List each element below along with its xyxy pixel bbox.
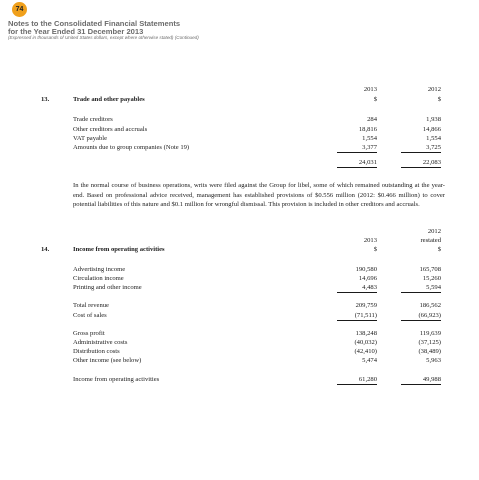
note14-income-2013: 14,696 bbox=[358, 275, 377, 282]
note14-profit-label: Gross profit bbox=[73, 330, 105, 337]
header-subtitle: (Expressed in thousands of United States dollars, except where otherwise stated) (Continued) bbox=[8, 35, 199, 40]
note13-row-label: VAT payable bbox=[73, 135, 108, 142]
note13-currency-2013: $ bbox=[373, 96, 377, 103]
note13-row-2012: 3,725 bbox=[401, 144, 441, 153]
header-title-line2: for the Year Ended 31 December 2013 bbox=[8, 27, 144, 36]
note14-income-2012: 5,594 bbox=[401, 284, 441, 293]
note14-number: 14. bbox=[41, 246, 50, 253]
note13-title: Trade and other payables bbox=[73, 96, 145, 103]
note14-profit-2013: 138,248 bbox=[355, 330, 377, 337]
note14-profit-label: Other income (see below) bbox=[73, 357, 142, 364]
note13-row-2013: 1,554 bbox=[362, 135, 377, 142]
note14-income-label: Circulation income bbox=[73, 275, 124, 282]
note14-profit-2013: (42,410) bbox=[354, 348, 377, 355]
note14-revenue-2013: 209,759 bbox=[355, 302, 377, 309]
note13-row-2013: 3,377 bbox=[337, 144, 377, 153]
header-title-line1: Notes to the Consolidated Financial Statements bbox=[8, 19, 181, 28]
note14-profit-label: Distribution costs bbox=[73, 348, 120, 355]
note14-profit-2012: 5,963 bbox=[426, 357, 441, 364]
note13-col-2013: 2013 bbox=[363, 86, 377, 93]
note13-row-label: Trade creditors bbox=[73, 116, 113, 123]
note13-col-2012: 2012 bbox=[427, 86, 441, 93]
note14-revenue-2013: (71,511) bbox=[337, 312, 377, 321]
note14-col-2012-restated: restated bbox=[420, 237, 441, 244]
note14-revenue-label: Cost of sales bbox=[73, 312, 107, 319]
note13-row-label: Other creditors and accruals bbox=[73, 126, 148, 133]
note14-col-2012: 2012 bbox=[427, 228, 441, 235]
note13-total-2012: 22,083 bbox=[401, 159, 441, 168]
note13-total-2013: 24,031 bbox=[337, 159, 377, 168]
note14-profit-label: Administrative costs bbox=[73, 339, 128, 346]
note14-final-2012: 49,988 bbox=[401, 376, 441, 385]
note13-row-2012: 1,554 bbox=[426, 135, 441, 142]
note13-row-2013: 284 bbox=[367, 116, 377, 123]
note14-col-2013: 2013 bbox=[363, 237, 377, 244]
note13-row-2013: 18,816 bbox=[358, 126, 377, 133]
note14-profit-2013: (40,032) bbox=[354, 339, 377, 346]
note13-provision-paragraph: In the normal course of business operations, writs were filed against the Group for libel, some of which remained outstanding at the year-end. Based on professional advice received, management has established provisions of $0.556 million (2012: $0.466 million) to cover potential liabilities of this nature and $0.1 million for wrongful dismissal. This provision is included in other creditors and accruals. bbox=[73, 182, 445, 209]
note14-revenue-label: Total revenue bbox=[73, 302, 109, 309]
note14-revenue-2012: 186,562 bbox=[419, 302, 441, 309]
note14-income-2012: 15,260 bbox=[422, 275, 441, 282]
note14-profit-2012: 119,639 bbox=[419, 330, 441, 337]
note13-row-label: Amounts due to group companies (Note 19) bbox=[73, 144, 190, 151]
note14-profit-2012: (38,489) bbox=[418, 348, 441, 355]
note14-profit-2012: (37,125) bbox=[418, 339, 441, 346]
note14-final-label: Income from operating activities bbox=[73, 376, 160, 383]
note14-income-label: Advertising income bbox=[73, 266, 126, 273]
page-number-badge: 74 bbox=[12, 2, 27, 17]
note14-income-2012: 165,708 bbox=[419, 266, 441, 273]
note13-row-2012: 14,866 bbox=[422, 126, 441, 133]
note13-number: 13. bbox=[41, 96, 50, 103]
note14-income-2013: 190,580 bbox=[355, 266, 377, 273]
note14-revenue-2012: (66,923) bbox=[401, 312, 441, 321]
note14-final-2013: 61,280 bbox=[337, 376, 377, 385]
note14-currency-2012: $ bbox=[437, 246, 441, 253]
note14-currency-2013: $ bbox=[373, 246, 377, 253]
note14-profit-2013: 5,474 bbox=[362, 357, 377, 364]
note13-row-2012: 1,938 bbox=[426, 116, 441, 123]
note14-income-2013: 4,483 bbox=[337, 284, 377, 293]
note14-income-label: Printing and other income bbox=[73, 284, 142, 291]
note13-currency-2012: $ bbox=[437, 96, 441, 103]
note14-title: Income from operating activities bbox=[73, 246, 165, 253]
